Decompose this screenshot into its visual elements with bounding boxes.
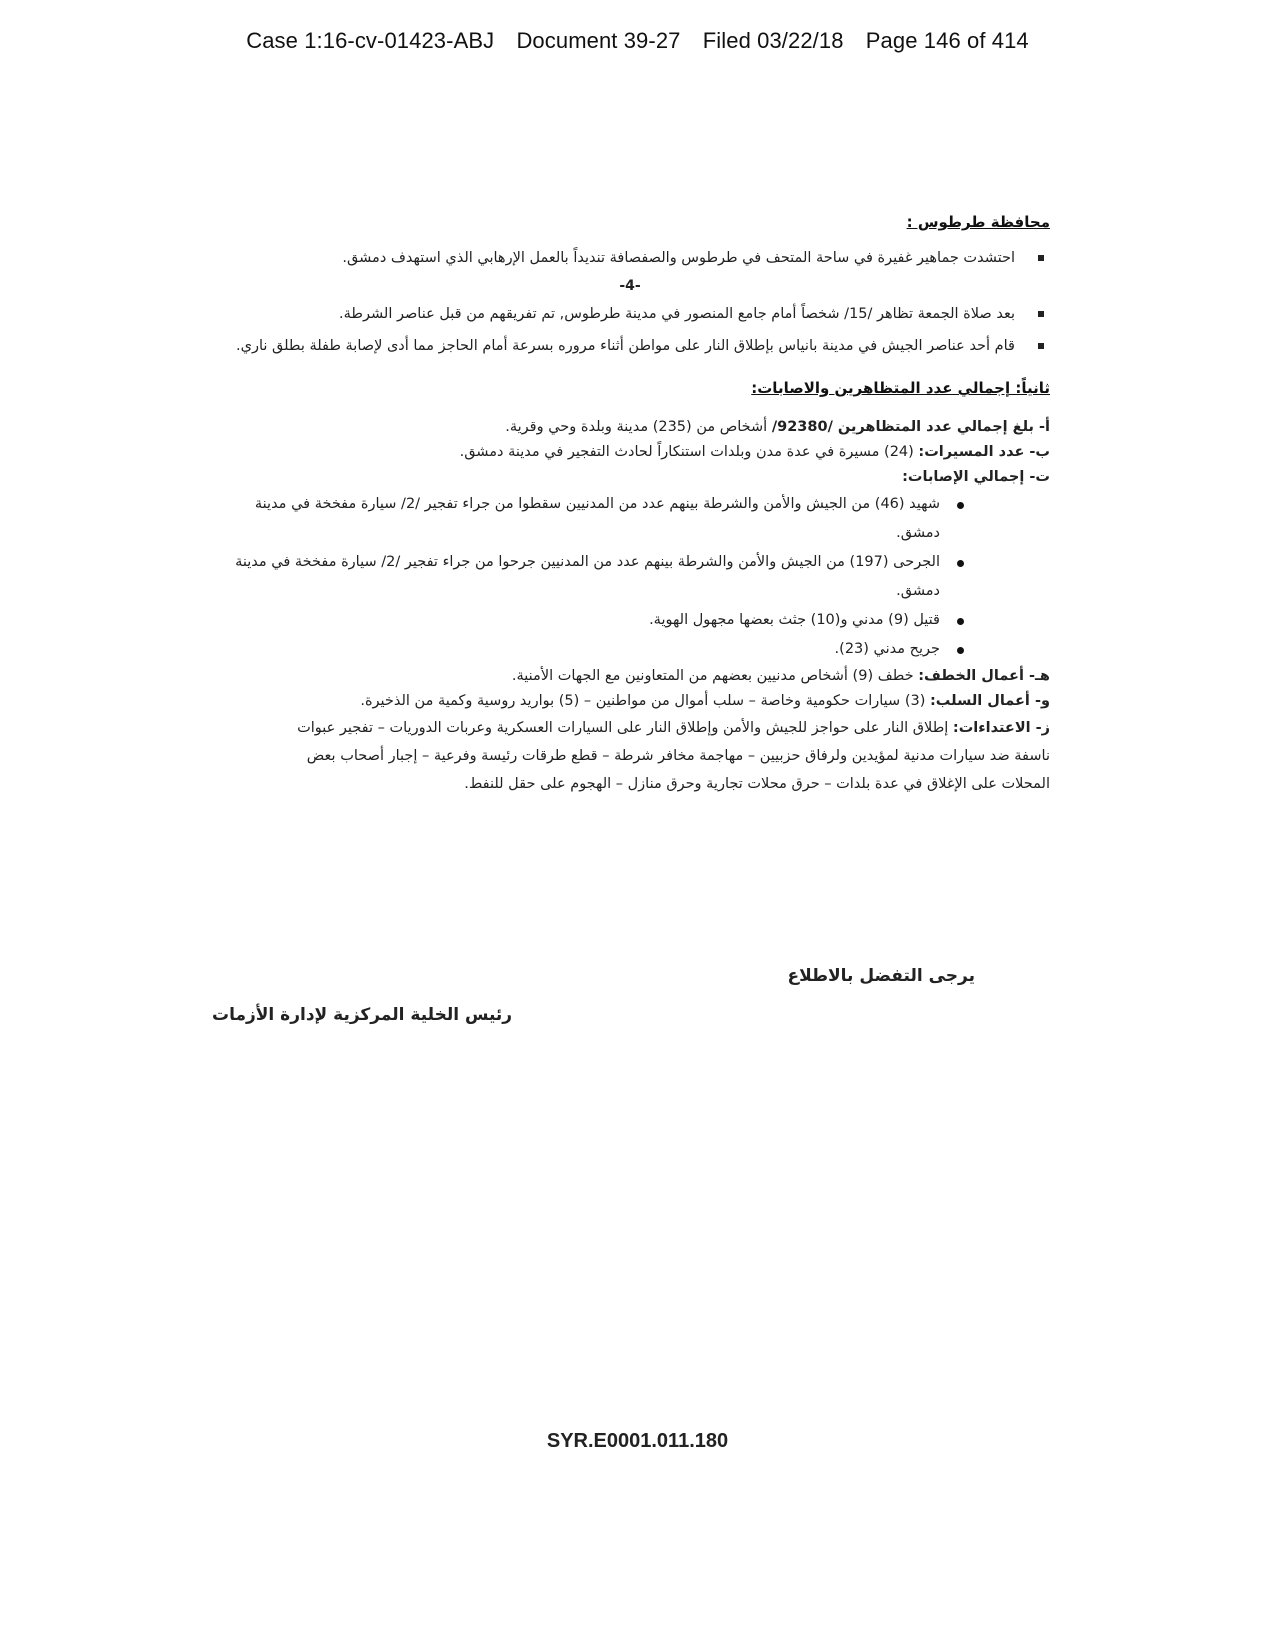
totals-z (260, 714, 1050, 798)
totals-z-label: ز- الاعتداءات: (952, 720, 1050, 736)
totals-a (210, 415, 1050, 440)
totals-z-text: إطلاق النار على حواجز للجيش والأمن وإطلاق النار على السيارات العسكرية وعربات الدوريات – تفجير عبوات ناسفة ضد سيارات مدنية لمؤيدين ولرفاق حزبيين – مهاجمة مخافر شرطة – قطع طرقات رئيسة وفرعية – إجبار أصحاب بعض المحلات على الإغلاق في عدة بلدات – حرق محلات تجارية وحرق منازل – الهجوم على حقل للنفط. (297, 720, 1050, 792)
list-item: جريح مدني (23). (210, 635, 970, 664)
page-indicator: Page 146 of 414 (865, 28, 1029, 53)
totals-c (210, 465, 1050, 490)
totals-w-text: (3) سيارات حكومية وخاصة – سلب أموال من مواطنين – (5) بواريد روسية وكمية من الذخيرة. (360, 693, 930, 709)
signature-title: رئيس الخلية المركزية لإدارة الأزمات (212, 1005, 513, 1025)
tartous-list-continued (210, 299, 1050, 361)
document-number: Document 39-27 (516, 28, 681, 53)
list-item: قام أحد عناصر الجيش في مدينة بانياس بإطلاق النار على مواطن أثناء مروره بسرعة أمام الحاجز مما أدى لإصابة طفلة بطلق ناري. (210, 331, 1050, 361)
section-tartous-title: محافظة طرطوس : (906, 213, 1050, 231)
list-item: بعد صلاة الجمعة تظاهر /15/ شخصاً أمام جامع المنصور في مدينة طرطوس, تم تفريقهم من قبل عناصر الشرطة. (210, 299, 1050, 329)
filed-date: Filed 03/22/18 (702, 28, 844, 53)
list-item: احتشدت جماهير غفيرة في ساحة المتحف في طرطوس والصفصافة تنديداً بالعمل الإرهابي الذي استهدف دمشق. (210, 243, 1050, 273)
list-item: شهيد (46) من الجيش والأمن والشرطة بينهم عدد من المدنيين سقطوا من جراء تفجير /2/ سيارة مفخخة في مدينة دمشق. (210, 490, 970, 548)
list-item: قتيل (9) مدني و(10) جثث بعضها مجهول الهوية. (210, 606, 970, 635)
list-item: الجرحى (197) من الجيش والأمن والشرطة بينهم عدد من المدنيين جرحوا من جراء تفجير /2/ سيارة مفخخة في مدينة دمشق. (210, 548, 970, 606)
section-totals-title: ثانياً: إجمالي عدد المتظاهرين والاصابات: (751, 379, 1050, 397)
tartous-list (210, 243, 1050, 273)
case-header (0, 28, 1275, 54)
bates-number: SYR.E0001.011.180 (546, 1430, 729, 1452)
totals-b (210, 440, 1050, 465)
totals-b-text: (24) مسيرة في عدة مدن وبلدات استنكاراً لحادث التفجير في مدينة دمشق. (459, 444, 919, 460)
totals-h-label: هـ- أعمال الخطف: (918, 668, 1050, 684)
totals-w-label: و- أعمال السلب: (930, 693, 1050, 709)
totals-c-label: ت- إجمالي الإصابات: (902, 469, 1050, 485)
closing-line: يرجى التفضل بالاطلاع (787, 966, 975, 986)
totals-a-label: أ- بلغ إجمالي عدد المتظاهرين /92380/ (771, 419, 1050, 435)
totals-h-text: خطف (9) أشخاص مدنيين بعضهم من المتعاونين مع الجهات الأمنية. (511, 668, 919, 684)
totals-b-label: ب- عدد المسيرات: (918, 444, 1050, 460)
case-number: Case 1:16-cv-01423-ABJ (246, 28, 495, 53)
totals-a-text: أشخاص من (235) مدينة وبلدة وحي وقرية. (505, 419, 772, 435)
totals-h (210, 664, 1050, 689)
totals-w (210, 689, 1050, 714)
page-marker: -4- (619, 278, 641, 294)
document-body (210, 205, 1050, 798)
casualties-list (210, 490, 1050, 664)
